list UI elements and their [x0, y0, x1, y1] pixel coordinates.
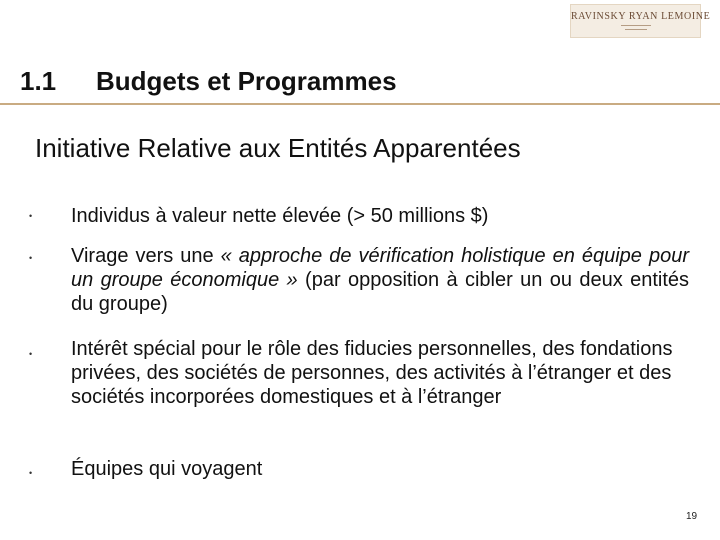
bullet-marker: • [29, 349, 33, 359]
bullet-text-pre: Virage vers une [71, 245, 221, 267]
bullet-marker: • [29, 253, 33, 263]
bullet-marker: • [29, 468, 33, 478]
bullet-text: Individus à valeur nette élevée (> 50 millions $) [71, 205, 489, 227]
logo-line [621, 25, 651, 26]
bullet-text: Équipes qui voyagent [71, 458, 263, 480]
bullet-marker: • [29, 211, 33, 221]
slide-title: Budgets et Programmes [96, 66, 397, 96]
bullet-item [71, 457, 689, 481]
bullet-item [71, 337, 689, 409]
logo-name: RAVINSKY RYAN LEMOINE [571, 11, 711, 22]
bullet-item [71, 244, 689, 316]
page-number: 19 [686, 511, 698, 522]
slide-subtitle: Initiative Relative aux Entités Apparentées [35, 133, 521, 163]
bullet-text: Intérêt spécial pour le rôle des fiducies personnelles, des fondations privées, des sociétés de personnes, des activités à l’étranger et des sociétés incorporées domestiques et à l’étranger [71, 338, 673, 408]
bullet-text-post: (par opposition à cibler un ou deux entités du groupe) [71, 269, 690, 315]
logo-line [625, 29, 647, 30]
header-divider [0, 103, 720, 105]
section-number: 1.1 [20, 66, 57, 96]
bullet-item [71, 204, 689, 228]
slide-header [20, 66, 397, 97]
company-logo [570, 4, 711, 38]
bullet-emphasis: « approche de vérification holistique en équipe pour un groupe économique » [71, 245, 689, 291]
